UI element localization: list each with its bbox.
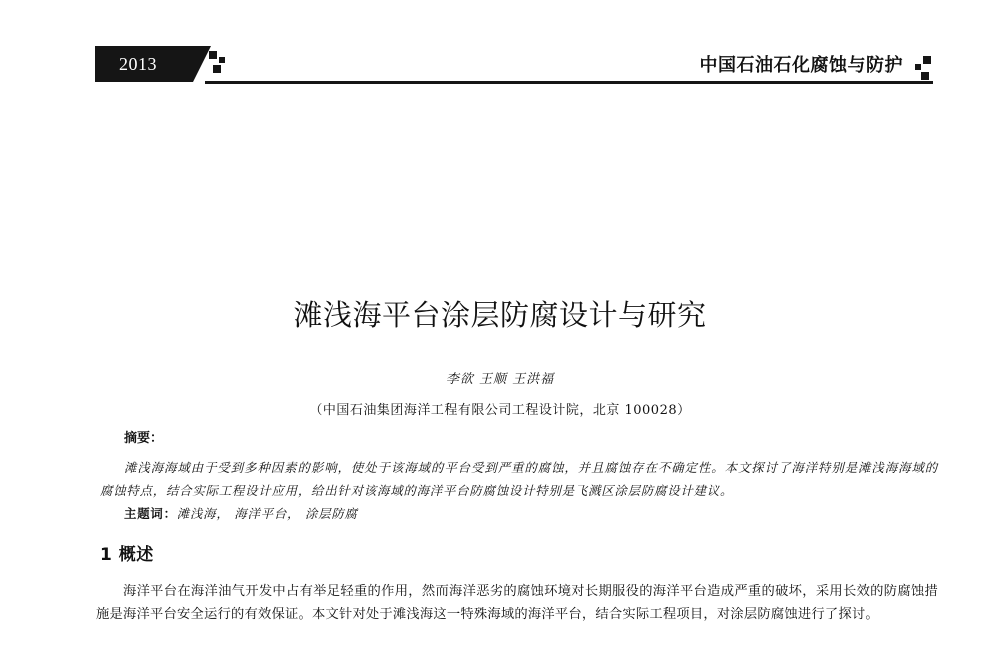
abstract-label: 摘要： [124,431,164,446]
section-paragraph: 海洋平台在海洋油气开发中占有举足轻重的作用，然而海洋恶劣的腐蚀环境对长期服役的海洋平台造成严重的破坏，采用长效的防腐蚀措施是海洋平台安全运行的有效保证。本文针对处于滩浅海这一特殊海域的海洋平台，结合实际工程项目，对涂层防腐蚀进行了探讨。 [96,584,938,622]
header-rule [205,81,933,84]
year-block [95,46,193,82]
header-square-ornament-icon [909,56,933,82]
header-year: 2013 [119,54,157,74]
journal-name: 中国石油石化腐蚀与防护 [699,55,903,76]
running-header [95,46,933,88]
article-affiliation: （中国石油集团海洋工程有限公司工程设计院，北京 100028） [309,403,691,418]
article-title: 滩浅海平台涂层防腐设计与研究 [293,298,707,332]
keywords-value: 滩浅海， 海洋平台， 涂层防腐 [176,506,358,521]
header-square-ornament-icon [207,51,231,77]
article-authors: 李欲 王顺 王洪福 [445,372,555,387]
keywords-label: 主题词： [124,506,177,521]
abstract-text: 滩浅海海域由于受到多种因素的影响，使处于该海域的平台受到严重的腐蚀，并且腐蚀存在不确定性。本文探讨了海洋特别是滩浅海海域的腐蚀特点，结合实际工程设计应用，给出针对该海域的海洋平台防腐蚀设计特别是飞溅区涂层防腐设计建议。 [100,460,938,498]
keywords-line [124,506,358,522]
section-heading: 1 概述 [100,545,154,565]
